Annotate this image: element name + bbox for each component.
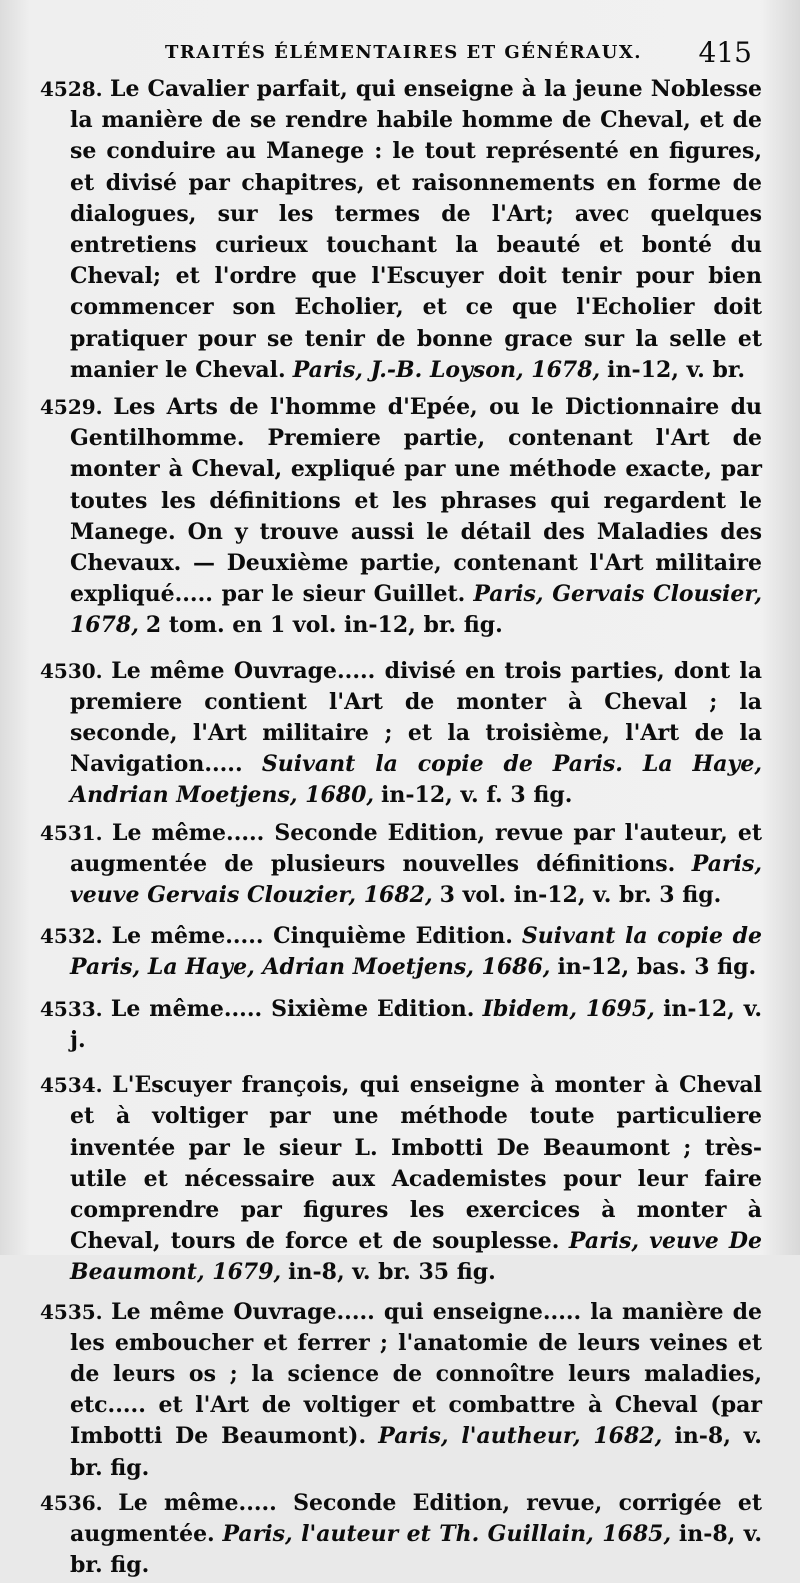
catalog-entry-4533 — [42, 994, 762, 1056]
entry-format: in-12, v. j. — [70, 995, 762, 1053]
catalog-entry-4536 — [42, 1488, 762, 1582]
entry-imprint: Paris, l'autheur, 1682, — [378, 1423, 663, 1450]
entry-imprint: Paris, Gervais Clousier, 1678, — [70, 581, 762, 639]
catalog-entry-4529 — [42, 392, 762, 642]
entry-imprint: Paris, veuve De Beaumont, 1679, — [70, 1228, 762, 1286]
running-title: TRAITÉS ÉLÉMENTAIRES ET GÉNÉRAUX. — [165, 42, 643, 63]
entry-title: Le même..... Seconde Edition, revue, corrigée et augmentée. — [70, 1489, 762, 1547]
entry-title: Le Cavalier parfait, qui enseigne à la jeune Noblesse la manière de se rendre habile homme de Cheval, et de se conduire au Manege : le tout représenté en figures, et divisé par chapitres, et raisonnements en forme de dialogues, sur les termes de l'Art; avec quelques entretiens curieux touchant la beauté et bonté du Cheval; et l'ordre que l'Escuyer doit tenir pour bien commencer son Echolier, et ce que l'Echolier doit pratiquer pour se tenir de bonne grace sur la selle et manier le Cheval. — [70, 76, 763, 383]
page-number: 415 — [698, 36, 752, 69]
entry-title: Les Arts de l'homme d'Epée, ou le Dictionnaire du Gentilhomme. Premiere partie, contenant l'Art de monter à Cheval, expliqué par une méthode exacte, par toutes les définitions et les phrases qui regardent le Manege. On y trouve aussi le détail des Maladies des Chevaux. — Deuxième partie, contenant l'Art militaire expliqué..... par le sieur Guillet. — [70, 394, 762, 608]
entry-format: in-12, v. br. — [607, 356, 746, 383]
entry-title: Le même..... Seconde Edition, revue par l'auteur, et augmentée de plusieurs nouvelles définitions. — [70, 819, 762, 877]
entry-number: 4535. — [40, 1299, 103, 1324]
catalog-entry-4531 — [42, 818, 762, 912]
entry-imprint: Suivant la copie de Paris, La Haye, Adrian Moetjens, 1686, — [70, 923, 762, 981]
catalog-entry-4532 — [42, 921, 762, 983]
entry-format: 2 tom. en 1 vol. in-12, br. fig. — [145, 612, 503, 639]
entry-imprint: Ibidem, 1695, — [482, 995, 655, 1022]
catalog-entries — [42, 74, 762, 1583]
entry-title: Le même..... Sixième Edition. — [110, 995, 475, 1022]
entry-format: in-8, v. br. fig. — [70, 1520, 762, 1579]
entry-number: 4536. — [40, 1490, 103, 1515]
entry-format: in-12, bas. 3 fig. — [557, 954, 757, 981]
catalog-entry-4535 — [42, 1297, 762, 1484]
catalog-entry-4528 — [42, 74, 762, 386]
catalog-entry-4530 — [42, 656, 762, 812]
entry-number: 4531. — [40, 820, 103, 845]
entry-format: in-8, v. br. fig. — [70, 1423, 762, 1481]
entry-number: 4533. — [40, 996, 103, 1021]
entry-number: 4530. — [40, 658, 103, 683]
entry-format: in-8, v. br. 35 fig. — [288, 1259, 496, 1286]
entry-title: Le même Ouvrage..... qui enseigne..... la manière de les emboucher et ferrer ; l'anatomie de leurs veines et de leurs os ; la science de connoître leurs maladies, etc..... et l'Art de voltiger et combattre à Cheval (par Imbotti De Beaumont). — [70, 1298, 762, 1450]
entry-number: 4532. — [40, 924, 103, 949]
entry-format: 3 vol. in-12, v. br. 3 fig. — [439, 882, 722, 909]
entry-title: L'Escuyer françois, qui enseigne à monter à Cheval et à voltiger par une méthode toute particuliere inventée par le sieur L. Imbotti De Beaumont ; très-utile et nécessaire aux Academistes pour leur faire comprendre par figures les exercices à monter à Cheval, tours de force et de souplesse. — [70, 1072, 762, 1255]
catalog-entry-4534 — [42, 1070, 762, 1288]
entry-imprint: Suivant la copie de Paris. La Haye, Andrian Moetjens, 1680, — [70, 751, 762, 809]
entry-title: Le même Ouvrage..... divisé en trois parties, dont la premiere contient l'Art de monter à Cheval ; la seconde, l'Art militaire ; et la troisième, l'Art de la Navigation..... — [70, 657, 763, 778]
page-header — [60, 38, 760, 74]
entry-imprint: Paris, J.-B. Loyson, 1678, — [292, 356, 601, 383]
entry-number: 4529. — [40, 395, 103, 420]
entry-number: 4534. — [40, 1073, 103, 1098]
entry-title: Le même..... Cinquième Edition. — [111, 923, 513, 950]
entry-imprint: Paris, l'auteur et Th. Guillain, 1685, — [222, 1520, 672, 1547]
entry-imprint: Paris, veuve Gervais Clouzier, 1682, — [70, 850, 762, 909]
entry-format: in-12, v. f. 3 fig. — [381, 782, 573, 809]
entry-number: 4528. — [40, 77, 103, 101]
